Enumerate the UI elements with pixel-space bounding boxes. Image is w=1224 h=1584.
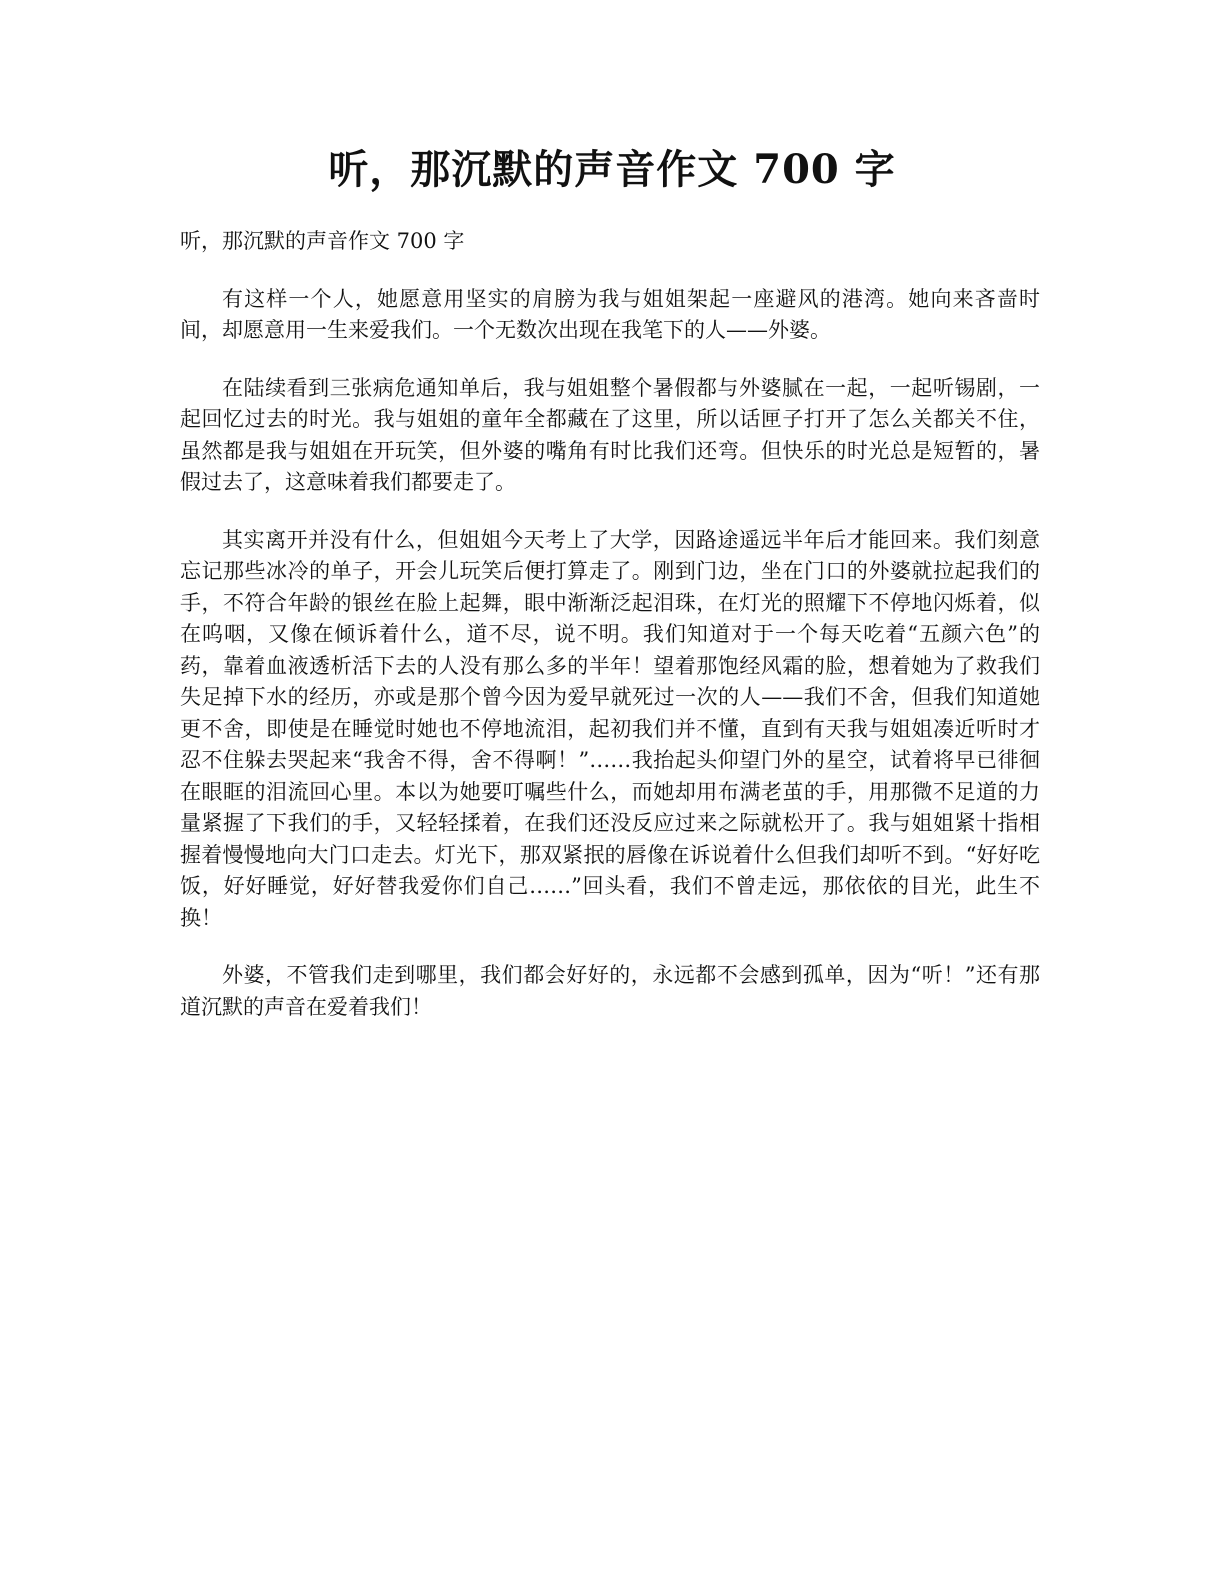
paragraph-4: 外婆，不管我们走到哪里，我们都会好好的，永远都不会感到孤单，因为“听！”还有那道沉默的声音在爱着我们！ xyxy=(180,963,1040,1019)
document-title: 听，那沉默的声音作文 700 字 xyxy=(328,146,896,193)
paragraph-1: 有这样一个人，她愿意用坚实的肩膀为我与姐姐架起一座避风的港湾。她向来吝啬时间，却愿意用一生来爱我们。一个无数次出现在我笔下的人——外婆。 xyxy=(180,286,1040,342)
document-subtitle: 听，那沉默的声音作文 700 字 xyxy=(180,229,465,253)
paragraph-2: 在陆续看到三张病危通知单后，我与姐姐整个暑假都与外婆腻在一起，一起听锡剧，一起回忆过去的时光。我与姐姐的童年全都藏在了这里，所以话匣子打开了怎么关都关不住，虽然都是我与姐姐在开玩笑，但外婆的嘴角有时比我们还弯。但快乐的时光总是短暂的，暑假过去了，这意味着我们都要走了。 xyxy=(180,375,1040,494)
paragraph-3: 其实离开并没有什么，但姐姐今天考上了大学，因路途遥远半年后才能回来。我们刻意忘记那些冰冷的单子，开会儿玩笑后便打算走了。刚到门边，坐在门口的外婆就拉起我们的手，不符合年龄的银丝在脸上起舞，眼中渐渐泛起泪珠，在灯光的照耀下不停地闪烁着，似在呜咽，又像在倾诉着什么，道不尽，说不明。我们知道对于一个每天吃着“五颜六色”的药，靠着血液透析活下去的人没有那么多的半年！望着那饱经风霜的脸，想着她为了救我们失足掉下水的经历，亦或是那个曾今因为爱早就死过一次的人——我们不舍，但我们知道她更不舍，即使是在睡觉时她也不停地流泪，起初我们并不懂，直到有天我与姐姐凑近听时才忍不住躲去哭起来“我舍不得，舍不得啊！”……我抬起头仰望门外的星空，试着将早已徘徊在眼眶的泪流回心里。本以为她要叮嘱些什么，而她却用布满老茧的手，用那微不足道的力量紧握了下我们的手，又轻轻揉着，在我们还没反应过来之际就松开了。我与姐姐紧十指相握着慢慢地向大门口走去。灯光下，那双紧抿的唇像在诉说着什么但我们却听不到。“好好吃饭，好好睡觉，好好替我爱你们自己……”回头看，我们不曾走远，那依依的目光，此生不换！ xyxy=(180,527,1040,930)
document-body xyxy=(180,226,1040,1049)
